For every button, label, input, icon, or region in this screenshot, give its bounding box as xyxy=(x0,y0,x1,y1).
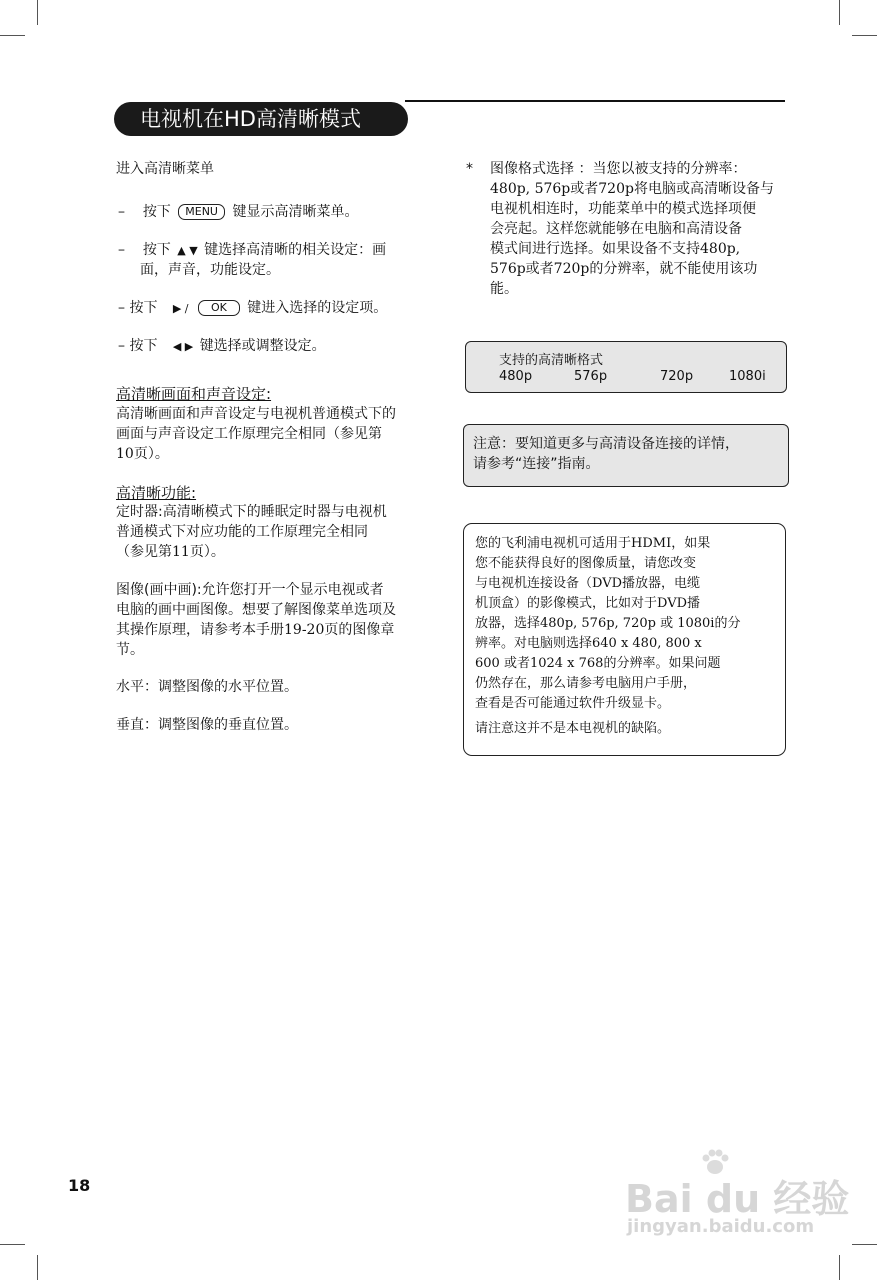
format-text: 能。 xyxy=(490,281,518,297)
step-menu xyxy=(118,202,358,222)
hdmi-line: 您的飞利浦电视机可适用于HDMI，如果 xyxy=(475,536,711,551)
crop-mark xyxy=(852,1244,877,1245)
hdmi-line: 放器，选择480p, 576p, 720p 或 1080i的分 xyxy=(475,616,741,631)
format-text: 会亮起。这样您就能够在电脑和高清设备 xyxy=(490,221,742,237)
step-press: 按下 xyxy=(142,204,171,220)
format-text: 电视机相连时，功能菜单中的模式选择项便 xyxy=(490,201,756,217)
timer-text: 高清晰模式下的睡眠定时器与电视机 xyxy=(162,504,387,520)
step-dash: – xyxy=(118,300,125,316)
step-dash: – xyxy=(118,242,125,258)
pip-text: 节。 xyxy=(116,642,144,658)
timer-label: 定时器: xyxy=(116,504,163,520)
hdmi-line: 600 或者1024 x 768的分辨率。如果问题 xyxy=(475,656,721,671)
crop-mark xyxy=(852,35,877,36)
hdmi-text xyxy=(475,534,740,714)
crop-mark xyxy=(0,1244,25,1245)
pip-label: 图像(画中画): xyxy=(116,582,202,598)
crop-mark xyxy=(839,1255,840,1280)
crop-mark xyxy=(37,1255,38,1280)
hdmi-line: 机顶盒）的影像模式，比如对于DVD播 xyxy=(475,596,701,611)
vertical-line xyxy=(116,715,298,735)
format-480p: 480p xyxy=(499,369,533,384)
title-rule xyxy=(405,100,785,102)
step-text: 键显示高清晰菜单。 xyxy=(232,204,359,220)
format-line xyxy=(490,159,746,179)
pip-text: 其操作原理，请参考本手册19-20页的图像章 xyxy=(116,622,395,638)
step-ok xyxy=(118,298,387,319)
format-720p: 720p xyxy=(660,369,694,384)
page-title: 电视机在HD高清晰模式 xyxy=(114,102,408,136)
horizontal-label: 水平： xyxy=(116,679,158,695)
supported-formats-title: 支持的高清晰格式 xyxy=(499,353,604,368)
picsound-heading: 高清晰画面和声音设定: xyxy=(116,385,272,403)
step-dash: – xyxy=(118,338,125,354)
pip-line xyxy=(116,580,384,600)
pip-text: 允许您打开一个显示电视或者 xyxy=(201,582,384,598)
note-line: 注意：要知道更多与高清设备连接的详情， xyxy=(473,436,739,452)
hdmi-line: 您不能获得良好的图像质量，请您改变 xyxy=(475,556,697,571)
hdmi-line: 辨率。对电脑则选择640 x 480, 800 x xyxy=(475,636,702,651)
note-line: 请参考“连接”指南。 xyxy=(473,456,600,472)
crop-mark xyxy=(37,0,38,25)
hdmi-footer: 请注意这并不是本电视机的缺陷。 xyxy=(475,721,671,736)
hdmi-line: 仍然存在，那么请参考电脑用户手册， xyxy=(475,676,697,691)
right-arrow-icon: ▶ / xyxy=(172,302,189,315)
step-text: 键选择高清晰的相关设定：画 xyxy=(204,242,387,258)
picsound-line: 10页）。 xyxy=(116,446,169,462)
features-heading: 高清晰功能: xyxy=(116,484,197,502)
step-text: 键进入选择的设定项。 xyxy=(247,300,388,316)
step-press: 按下 xyxy=(142,242,171,258)
menu-key: MENU xyxy=(178,204,225,220)
step-text-cont: 面，声音，功能设定。 xyxy=(140,262,280,278)
vertical-text: 调整图像的垂直位置。 xyxy=(158,717,298,733)
vertical-label: 垂直： xyxy=(116,717,158,733)
format-label: 图像格式选择 ： xyxy=(490,161,593,177)
watermark-url: jingyan.baidu.com xyxy=(627,1216,815,1237)
picsound-line: 画面与声音设定工作原理完全相同（参见第 xyxy=(116,426,382,442)
format-1080i: 1080i xyxy=(729,369,766,384)
watermark-brand: Bai du 经验 xyxy=(625,1177,850,1221)
ok-key: OK xyxy=(198,300,240,316)
step-updown xyxy=(118,240,386,261)
hdmi-line: 查看是否可能通过软件升级显卡。 xyxy=(475,696,671,711)
timer-text: 普通模式下对应功能的工作原理完全相同 xyxy=(116,524,368,540)
left-right-arrows-icon: ◀ ▶ xyxy=(172,340,194,353)
format-text: 当您以被支持的分辨率： xyxy=(592,161,747,177)
hdmi-line: 与电视机连接设备（DVD播放器，电缆 xyxy=(475,576,701,591)
timer-text: （参见第11页）。 xyxy=(116,544,225,560)
step-press: 按下 xyxy=(129,300,158,316)
picsound-line: 高清晰画面和声音设定与电视机普通模式下的 xyxy=(116,406,396,422)
horizontal-line xyxy=(116,677,298,697)
format-576p: 576p xyxy=(574,369,608,384)
step-leftright xyxy=(118,336,326,357)
step-text: 键选择或调整设定。 xyxy=(199,338,326,354)
page-number: 18 xyxy=(68,1176,91,1195)
up-down-arrows-icon: ▲ ▼ xyxy=(177,244,198,257)
format-text: 模式间进行选择。如果设备不支持480p, xyxy=(490,241,741,257)
step-press: 按下 xyxy=(129,338,158,354)
format-text: 576p或者720p的分辨率，就不能使用该功 xyxy=(490,261,758,277)
timer-line xyxy=(116,502,387,522)
horizontal-text: 调整图像的水平位置。 xyxy=(158,679,298,695)
crop-mark xyxy=(839,0,840,25)
enter-hd-menu-heading: 进入高清晰菜单 xyxy=(116,161,214,177)
pip-text: 电脑的画中画图像。想要了解图像菜单选项及 xyxy=(116,602,396,618)
step-dash: – xyxy=(118,204,125,220)
crop-mark xyxy=(0,35,25,36)
asterisk-bullet: * xyxy=(466,161,473,177)
format-text: 480p, 576p或者720p将电脑或高清晰设备与 xyxy=(490,181,774,197)
